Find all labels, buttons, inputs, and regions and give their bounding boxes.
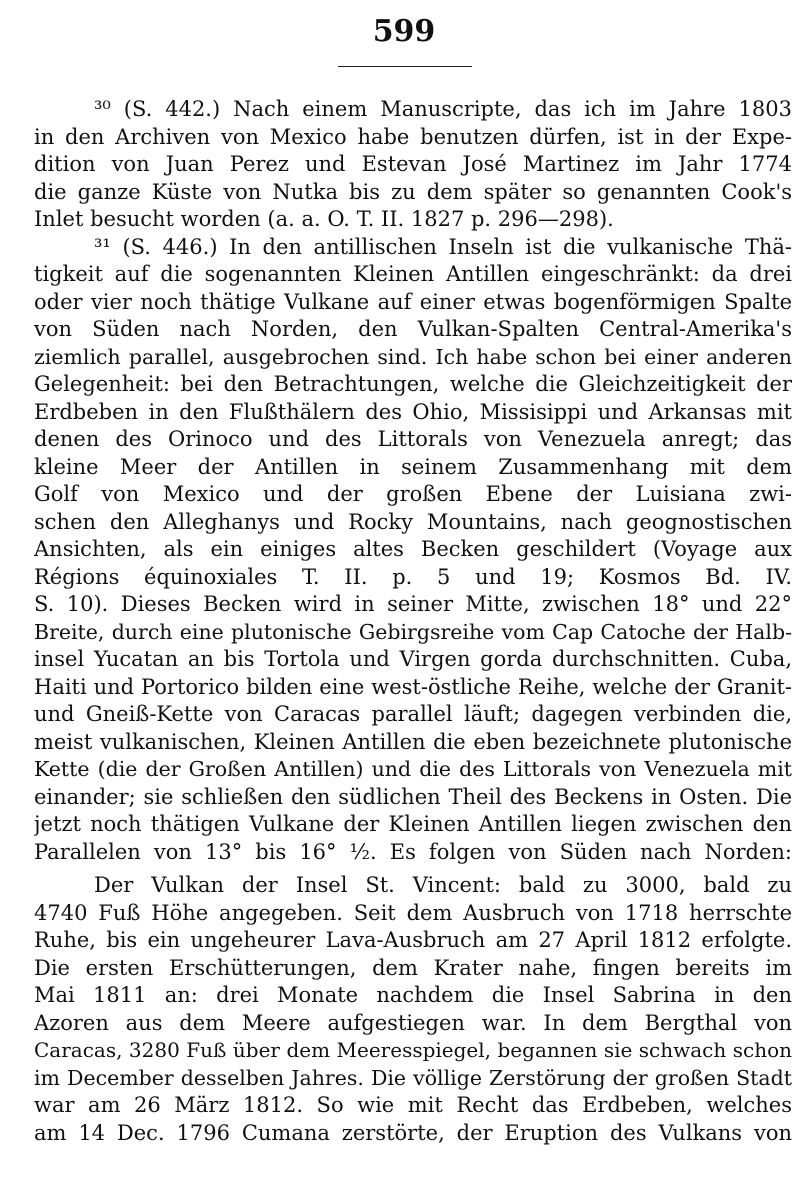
text-line: in den Archiven von Mexico habe benutzen dürfen, ist in der Expe- xyxy=(34,124,792,149)
text-line: am 14 Dec. 1796 Cumana zerstörte, der Eruption des Vulkans von xyxy=(34,1120,792,1145)
text-line: Ruhe, bis ein ungeheurer Lava-Ausbruch am 27 April 1812 erfolgte. xyxy=(34,928,792,952)
text-line: und Gneiß-Kette von Caracas parallel läuft; dagegen verbinden die, xyxy=(34,702,792,726)
text-line: Erdbeben in den Flußthälern des Ohio, Missisippi und Arkansas mit xyxy=(34,399,792,424)
text-line: Haiti und Portorico bilden eine west-östliche Reihe, welche der Granit- xyxy=(34,674,792,699)
text-line: ³⁰ (S. 442.) Nach einem Manuscripte, das ich im Jahre 1803 xyxy=(94,97,792,121)
text-line: Ansichten, als ein einiges altes Becken geschildert (Voyage aux xyxy=(34,537,792,561)
text-line: kleine Meer der Antillen in seinem Zusammenhang mit dem xyxy=(34,454,792,479)
text-line: die ganze Küste von Nutka bis zu dem später so genannten Cook's xyxy=(34,179,792,204)
text-line: ³¹ (S. 446.) In den antillischen Inseln ist die vulkanische Thä- xyxy=(94,234,792,259)
text-line: oder vier noch thätige Vulkane auf einer etwas bogenförmigen Spalte xyxy=(34,289,792,314)
text-line: Régions équinoxiales T. II. p. 5 und 19; Kosmos Bd. IV. xyxy=(34,564,792,589)
text-line: Golf von Mexico und der großen Ebene der Luisiana zwi- xyxy=(34,482,792,506)
text-line: denen des Orinoco und des Littorals von Venezuela anregt; das xyxy=(34,427,792,451)
header-rule xyxy=(338,66,472,67)
text-line: Die ersten Erschütterungen, dem Krater nahe, fingen bereits im xyxy=(34,955,792,980)
text-line: war am 26 März 1812. So wie mit Recht das Erdbeben, welches xyxy=(34,1093,792,1117)
text-line: Inlet besucht worden (a. a. O. T. II. 1827 p. 296—298). xyxy=(34,207,614,231)
paragraph-st-vincent xyxy=(34,872,792,1147)
text-line: insel Yucatan an bis Tortola und Virgen gorda durchschnitten. Cuba, xyxy=(34,647,792,671)
text-line: Breite, durch eine plutonische Gebirgsreihe vom Cap Catoche der Halb- xyxy=(34,619,792,644)
page-number: 599 xyxy=(372,14,436,49)
text-line: tigkeit auf die sogenannten Kleinen Antillen eingeschränkt: da drei xyxy=(34,262,792,286)
text-line: S. 10). Dieses Becken wird in seiner Mitte, zwischen 18° und 22° xyxy=(34,592,792,616)
text-line: 4740 Fuß Höhe angegeben. Seit dem Ausbruch von 1718 herrschte xyxy=(34,900,792,925)
text-line: im December desselben Jahres. Die völlige Zerstörung der großen Stadt xyxy=(34,1065,792,1090)
text-line: Azoren aus dem Meere aufgestiegen war. In dem Bergthal von xyxy=(34,1010,792,1035)
text-line: ziemlich parallel, ausgebrochen sind. Ich habe schon bei einer anderen xyxy=(34,344,792,369)
text-line: meist vulkanischen, Kleinen Antillen die eben bezeichnete plutonische xyxy=(34,729,792,754)
text-line: schen den Alleghanys und Rocky Mountains, nach geognostischen xyxy=(34,509,792,534)
text-line: dition von Juan Perez und Estevan José Martinez im Jahr 1774 xyxy=(34,152,792,176)
text-line: Gelegenheit: bei den Betrachtungen, welche die Gleichzeitigkeit der xyxy=(34,372,792,396)
footnote-31 xyxy=(34,234,792,867)
text-line: Caracas, 3280 Fuß über dem Meeresspiegel, begannen sie schwach schon xyxy=(34,1038,792,1062)
text-line: jetzt noch thätigen Vulkane der Kleinen Antillen liegen zwischen den xyxy=(34,812,792,836)
page-body xyxy=(34,96,792,1147)
text-line: Kette (die der Großen Antillen) und die des Littorals von Venezuela mit xyxy=(34,757,792,781)
text-line: einander; sie schließen den südlichen Theil des Beckens in Osten. Die xyxy=(34,784,792,809)
footnote-30 xyxy=(34,96,792,234)
text-line: von Süden nach Norden, den Vulkan-Spalten Central-Amerika's xyxy=(34,317,792,341)
text-line: Parallelen von 13° bis 16° ½. Es folgen von Süden nach Norden: xyxy=(34,839,792,864)
text-line: Mai 1811 an: drei Monate nachdem die Insel Sabrina in den xyxy=(34,983,792,1007)
text-line: Der Vulkan der Insel St. Vincent: bald zu 3000, bald zu xyxy=(94,873,792,897)
